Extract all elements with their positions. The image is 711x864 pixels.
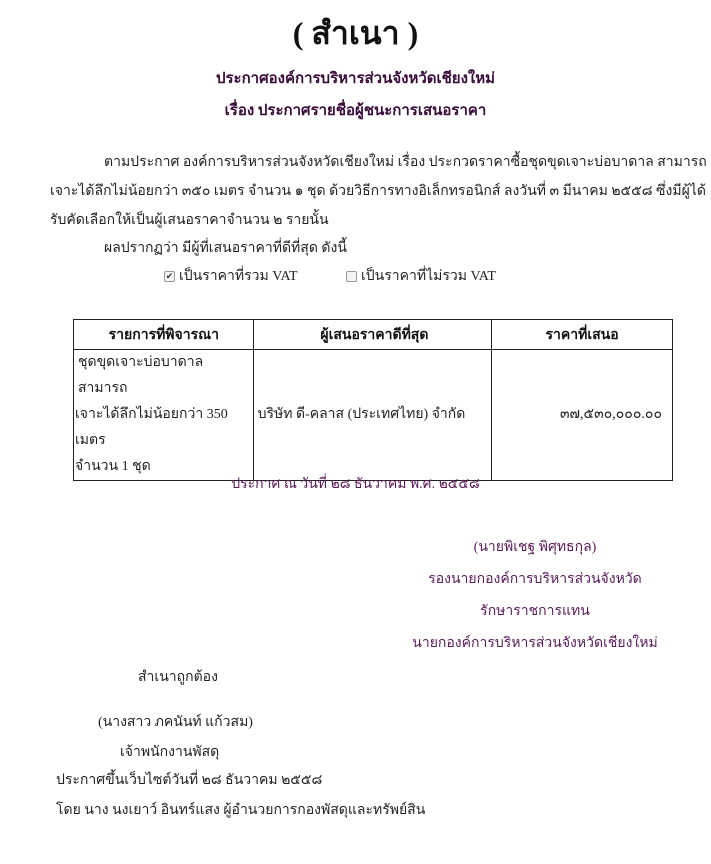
vat-included-checkbox[interactable] xyxy=(164,265,298,287)
posted-date: ประกาศขึ้นเว็บไซต์วันที่ ๒๘ ธันวาคม ๒๕๕๘ xyxy=(56,773,323,788)
item-line-3: จำนวน 1 ชุด xyxy=(75,459,151,474)
bid-results-table xyxy=(73,319,673,481)
cell-bidder: บริษัท ดี-คลาส (ประเทศไทย) จำกัด xyxy=(253,350,492,481)
cell-item xyxy=(74,350,254,481)
paragraph-line-1: ตามประกาศ องค์การบริหารส่วนจังหวัดเชียงใหม่ เรื่อง ประกวดราคาซื้อชุดขุดเจาะบ่อบาดาล สามารถ xyxy=(104,155,707,170)
table-header-row xyxy=(74,320,673,350)
paragraph-line-3: รับคัดเลือกให้เป็นผู้เสนอราคาจำนวน ๒ รายนั้น xyxy=(50,213,329,228)
signatory-position-2: รักษาราชการแทน xyxy=(480,604,590,619)
page-title: ( สำเนา ) xyxy=(292,15,419,51)
header-item: รายการที่พิจารณา xyxy=(74,320,254,350)
vat-excluded-checkbox[interactable] xyxy=(346,265,496,287)
signatory-position-3: นายกองค์การบริหารส่วนจังหวัดเชียงใหม่ xyxy=(412,636,658,651)
certifier-name: (นางสาว ภคนันท์ แก้วสม) xyxy=(98,715,253,730)
item-line-2: เจาะได้ลึกไม่น้อยกว่า 350 เมตร xyxy=(75,407,228,448)
announcement-date: ประกาศ ณ วันที่ ๒๘ ธันวาคม พ.ศ. ๒๕๕๘ xyxy=(231,477,480,492)
table-row xyxy=(74,350,673,481)
certification-label: สำเนาถูกต้อง xyxy=(138,670,218,685)
posted-by: โดย นาง นงเยาว์ อินทร์แสง ผู้อำนวยการกองพัสดุและทรัพย์สิน xyxy=(56,803,426,818)
header-price: ราคาที่เสนอ xyxy=(492,320,673,350)
signatory-name: (นายพิเชฐ พิศุทธกุล) xyxy=(473,540,597,555)
paragraph-line-2: เจาะได้ลึกไม่น้อยกว่า ๓๕๐ เมตร จำนวน ๑ ชุด ด้วยวิธีการทางอิเล็กทรอนิกส์ ลงวันที่ ๓ มีนาคม ๒๕๕๘ ซึ่งมีผู้ได้ xyxy=(50,184,706,199)
result-intro: ผลปรากฏว่า มีผู้ที่เสนอราคาที่ดีที่สุด ดังนี้ xyxy=(104,241,347,256)
cell-price: ๓๗,๕๓๐,๐๐๐.๐๐ xyxy=(492,350,673,481)
item-line-1: ชุดขุดเจาะบ่อบาดาล สามารถ xyxy=(78,355,204,396)
vat-included-label: เป็นราคาที่รวม VAT xyxy=(179,269,298,284)
vat-excluded-label: เป็นราคาที่ไม่รวม VAT xyxy=(361,269,496,284)
checkbox-unchecked-icon[interactable] xyxy=(346,271,357,282)
header-bidder: ผู้เสนอราคาดีที่สุด xyxy=(253,320,492,350)
certifier-position: เจ้าพนักงานพัสดุ xyxy=(120,745,220,760)
organization-heading: ประกาศองค์การบริหารส่วนจังหวัดเชียงใหม่ xyxy=(215,71,496,87)
signatory-position-1: รองนายกองค์การบริหารส่วนจังหวัด xyxy=(428,572,642,587)
checkbox-checked-icon[interactable]: ✔ xyxy=(165,270,174,281)
subject-heading: เรื่อง ประกาศรายชื่อผู้ชนะการเสนอราคา xyxy=(224,103,487,119)
